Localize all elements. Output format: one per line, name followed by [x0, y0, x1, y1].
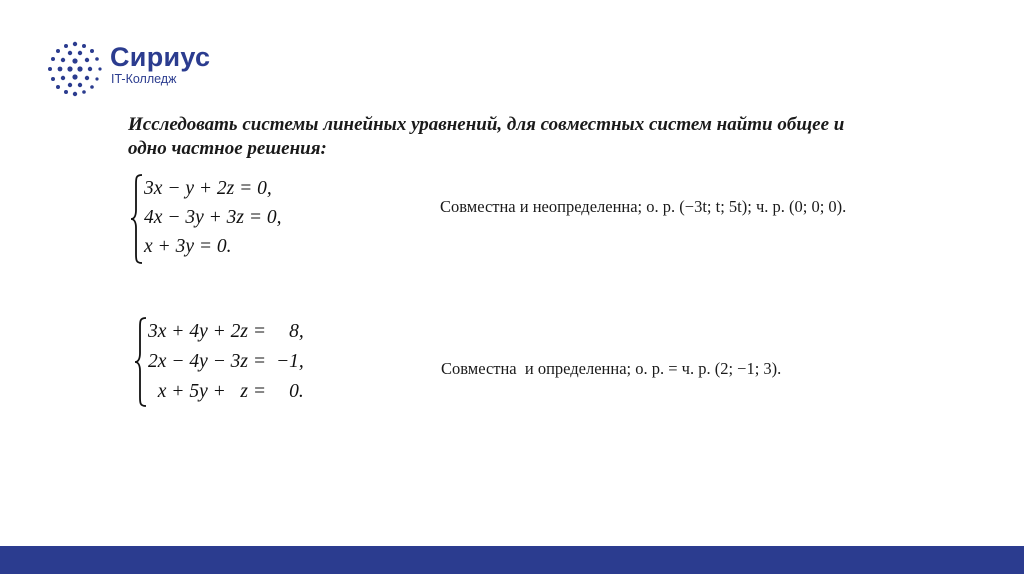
equation-lhs: x + 5y + z =: [157, 381, 266, 402]
equation-1-1: 3x − y + 2z = 0,: [144, 178, 272, 199]
left-brace-icon: [134, 317, 148, 407]
equation-lhs: 2x − 4y − 3z =: [148, 351, 266, 372]
equation-1-3: x + 3y = 0.: [144, 236, 232, 257]
sirius-logo: [44, 40, 210, 98]
task-statement: Исследовать системы линейных уравнений, для совместных систем найти общее и одно частное решения:: [128, 114, 845, 159]
equation-1-2: 4x − 3y + 3z = 0,: [144, 207, 282, 228]
equation-2-3: [148, 377, 304, 407]
equation-2-2: [148, 347, 304, 377]
system-1: [130, 174, 282, 264]
equation-rhs: 0.: [289, 381, 304, 402]
left-brace-icon: [130, 174, 144, 264]
footer-bar: [0, 546, 1024, 574]
equation-rhs: −1,: [276, 351, 304, 372]
dots-logo-icon: [44, 40, 106, 98]
logo-title: Сириус: [110, 42, 211, 72]
system-2-equations: [148, 317, 304, 407]
system-1-answer: Совместна и неопределенна; о. р. (−3t; t; 5t); ч. р. (0; 0; 0).: [440, 197, 847, 216]
system-1-equations: [144, 174, 282, 264]
system-2-answer: Совместна и определенна; о. р. = ч. р. (2; −1; 3).: [441, 359, 782, 378]
equation-lhs: 3x + 4y + 2z =: [148, 321, 266, 342]
system-2: [134, 317, 304, 407]
equation-rhs: 8,: [289, 321, 304, 342]
equation-2-1: [148, 317, 304, 347]
logo-subtitle: IT-Колледж: [111, 72, 177, 86]
